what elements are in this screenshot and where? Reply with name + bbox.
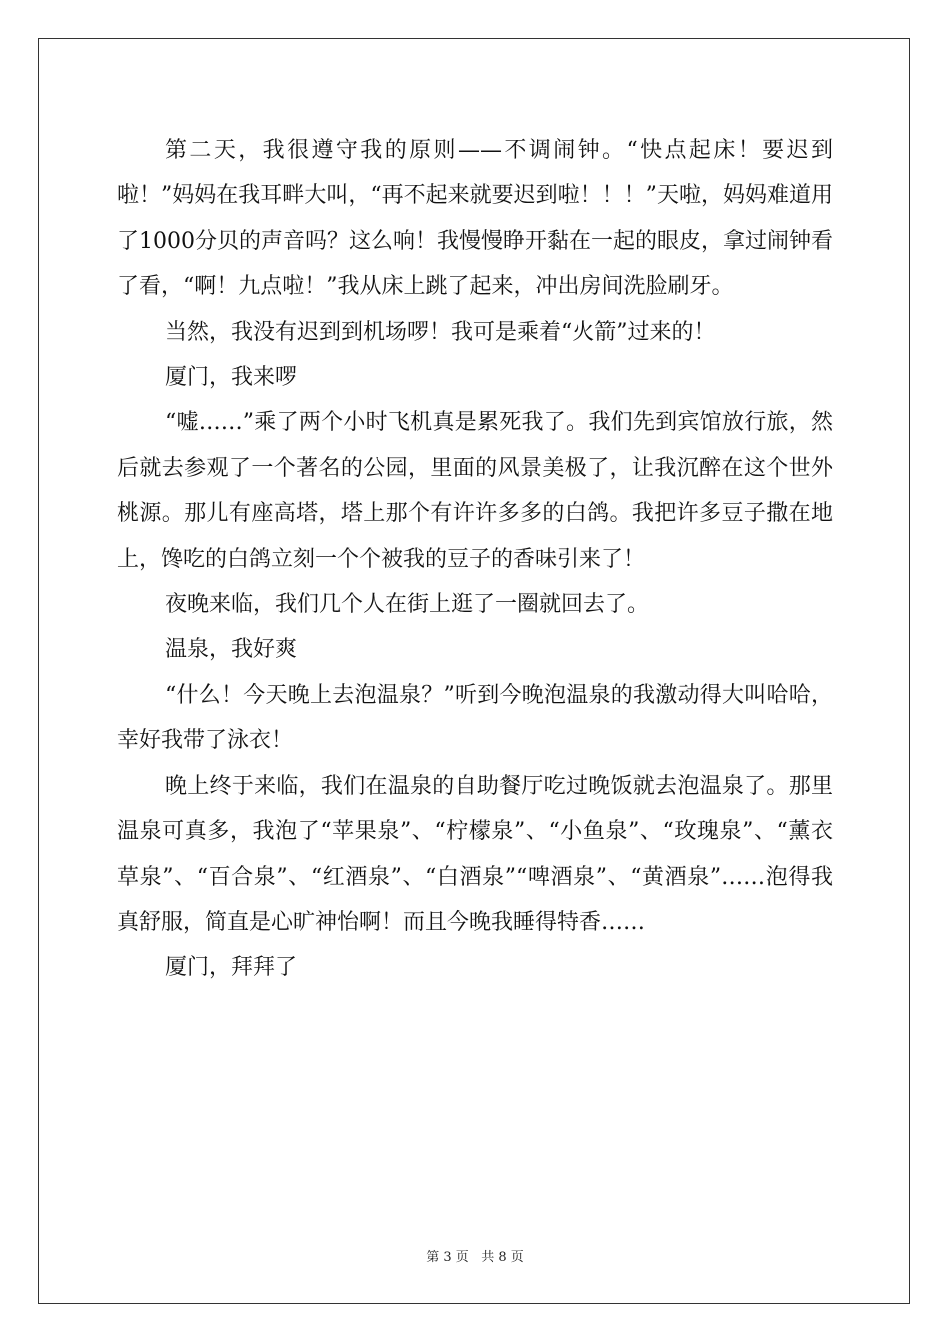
section-heading: 厦门，我来啰 (165, 365, 298, 391)
section-heading: 厦门，拜拜了 (165, 955, 298, 981)
paragraph: 夜晚来临，我们几个人在街上逛了一圈就回去了。 (165, 592, 650, 618)
section-heading: 温泉，我好爽 (165, 637, 298, 663)
paragraph: “什么！今天晚上去泡温泉？”听到今晚泡温泉的我激动得大叫哈哈，幸好我带了泳衣！ (117, 682, 833, 754)
page-total: 共 8 页 (481, 1250, 524, 1265)
document-body (117, 128, 833, 991)
paragraph: 晚上终于来临，我们在温泉的自助餐厅吃过晚饭就去泡温泉了。那里温泉可真多，我泡了“苹果泉”、“柠檬泉”、“小鱼泉”、“玫瑰泉”、“薰衣草泉”、“百合泉”、“红酒泉”、“白酒泉”“啤酒泉”、“黄酒泉”……泡得我真舒服，简直是心旷神怡啊！而且今晚我睡得特香…… (117, 773, 833, 935)
paragraph: 当然，我没有迟到到机场啰！我可是乘着“火箭”过来的！ (165, 319, 716, 345)
paragraph: 第二天，我很遵守我的原则——不调闹钟。“快点起床！要迟到啦！”妈妈在我耳畔大叫，“再不起来就要迟到啦！！！”天啦，妈妈难道用了1000分贝的声音吗？这么响！我慢慢睁开黏在一起的眼皮，拿过闹钟看了看，“啊！九点啦！”我从床上跳了起来，冲出房间洗脸刷牙。 (117, 138, 833, 300)
page-number: 第 3 页 (426, 1250, 469, 1265)
paragraph: “嘘……”乘了两个小时飞机真是累死我了。我们先到宾馆放行旅，然后就去参观了一个著名的公园，里面的风景美极了，让我沉醉在这个世外桃源。那儿有座高塔，塔上那个有许许多多的白鸽。我把许多豆子撒在地上，馋吃的白鸽立刻一个个被我的豆子的香味引来了！ (117, 410, 833, 572)
page-footer (0, 1246, 950, 1265)
